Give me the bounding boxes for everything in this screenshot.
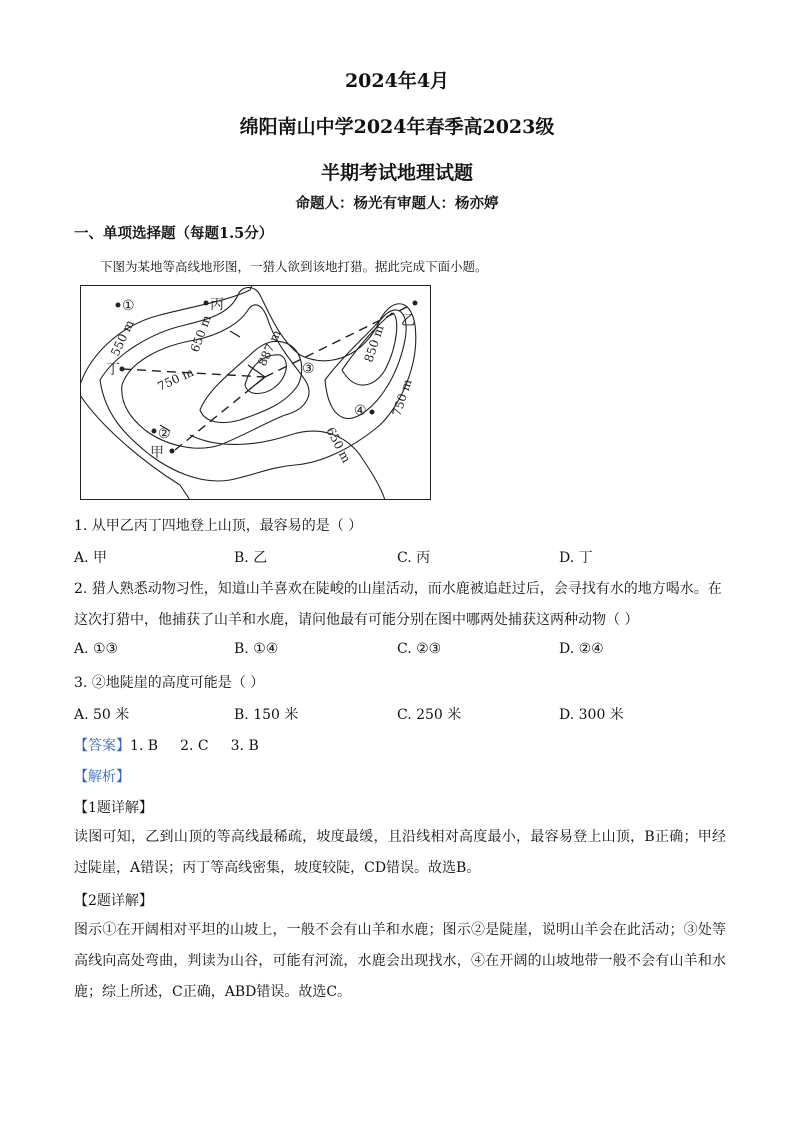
map-label-yi: 乙 <box>401 313 415 329</box>
map-label-2: ② <box>158 426 171 442</box>
point-4-dot <box>370 410 375 415</box>
map-label-1: ① <box>122 298 135 314</box>
q2-option-c[interactable]: C. ②③ <box>397 641 442 657</box>
q1-option-d[interactable]: D. 丁 <box>559 550 593 566</box>
map-label-jia: 甲 <box>150 445 164 461</box>
analysis-label: 【解析】 <box>74 769 130 785</box>
contour-map <box>80 285 431 500</box>
map-label-4: ④ <box>354 403 367 419</box>
answer-item-3: 3. B <box>230 738 259 754</box>
q3-option-d[interactable]: D. 300 米 <box>559 707 624 723</box>
q2-option-a[interactable]: A. ①③ <box>74 641 119 657</box>
map-frame <box>81 286 431 500</box>
authors-line: 命题人：杨光有审题人：杨亦婷 <box>295 195 499 212</box>
detail-2-text: 图示①在开阔相对平坦的山坡上，一般不会有山羊和水鹿；图示②是陡崖，说明山羊会在此活动；③处等高线向高处弯曲，判读为山谷，可能有河流，水鹿会出现找水，④在开阔的山坡地带一般不会有山羊和水鹿；综上所述，C正确，ABD错误。故选C。 <box>74 922 726 1000</box>
point-jia-dot <box>170 449 175 454</box>
contour-label-750a: 750 m <box>155 364 196 394</box>
contour-label-750b: 750 m <box>389 377 415 418</box>
point-1-dot <box>116 303 121 308</box>
point-2-dot <box>152 429 157 434</box>
map-label-bing: 丙 <box>210 297 224 313</box>
answer-item-1: 1. B <box>130 738 159 754</box>
contour-label-550: 550 m <box>108 317 137 359</box>
question-3-stem: 3. ②地陡崖的高度可能是（ ） <box>74 675 265 691</box>
answer-line <box>74 735 281 755</box>
question-1-stem: 1. 从甲乙丙丁四地登上山顶，最容易的是（ ） <box>74 518 363 534</box>
q1-option-c[interactable]: C. 丙 <box>397 550 431 566</box>
detail-2-label: 【2题详解】 <box>74 893 153 909</box>
question-2-stem-line2: 这次打猎中，他捕获了山羊和水鹿，请问他最有可能分别在图中哪两处捕获这两种动物（ ） <box>74 612 639 628</box>
detail-1-label: 【1题详解】 <box>74 800 153 816</box>
contour-label-850: 850 m <box>361 323 387 364</box>
exam-date: 2024年4月 <box>344 70 450 92</box>
point-yi-dot <box>413 301 418 306</box>
detail-1-text: 读图可知，乙到山顶的等高线最稀疏，坡度最缓，且沿线相对高度最小，最容易登上山顶，B正确；甲经过陡崖，A错误；丙丁等高线密集，坡度较陡，CD错误。故选B。 <box>74 829 726 876</box>
q2-option-d[interactable]: D. ②④ <box>559 641 604 657</box>
answer-item-2: 2. C <box>180 738 209 754</box>
q3-option-a[interactable]: A. 50 米 <box>74 707 130 723</box>
contour-label-887: 887 m <box>255 327 284 369</box>
intro-text: 下图为某地等高线地形图，一猎人欲到该地打猎。据此完成下面小题。 <box>100 259 488 274</box>
exam-title: 半期考试地理试题 <box>320 162 473 184</box>
q1-option-b[interactable]: B. 乙 <box>234 550 268 566</box>
question-2-stem-line1: 2. 猎人熟悉动物习性，知道山羊喜欢在陡峻的山崖活动，而水鹿被追赶过后，会寻找有水的地方喝水。在 <box>74 581 722 597</box>
section-heading: 一、单项选择题（每题1.5分） <box>74 225 274 242</box>
contour-label-650b: 650 m <box>323 424 354 466</box>
point-bing-dot <box>204 301 209 306</box>
contour-label-650a: 650 m <box>187 313 214 355</box>
school-title: 绵阳南山中学2024年春季高2023级 <box>239 116 555 138</box>
q3-option-b[interactable]: B. 150 米 <box>234 707 299 723</box>
q2-option-b[interactable]: B. ①④ <box>234 641 279 657</box>
map-label-3: ③ <box>302 361 315 377</box>
answer-label: 【答案】 <box>74 738 130 754</box>
point-ding-dot <box>120 367 125 372</box>
map-label-ding: 丁 <box>106 362 120 378</box>
q1-option-a[interactable]: A. 甲 <box>74 550 108 566</box>
q3-option-c[interactable]: C. 250 米 <box>397 707 462 723</box>
